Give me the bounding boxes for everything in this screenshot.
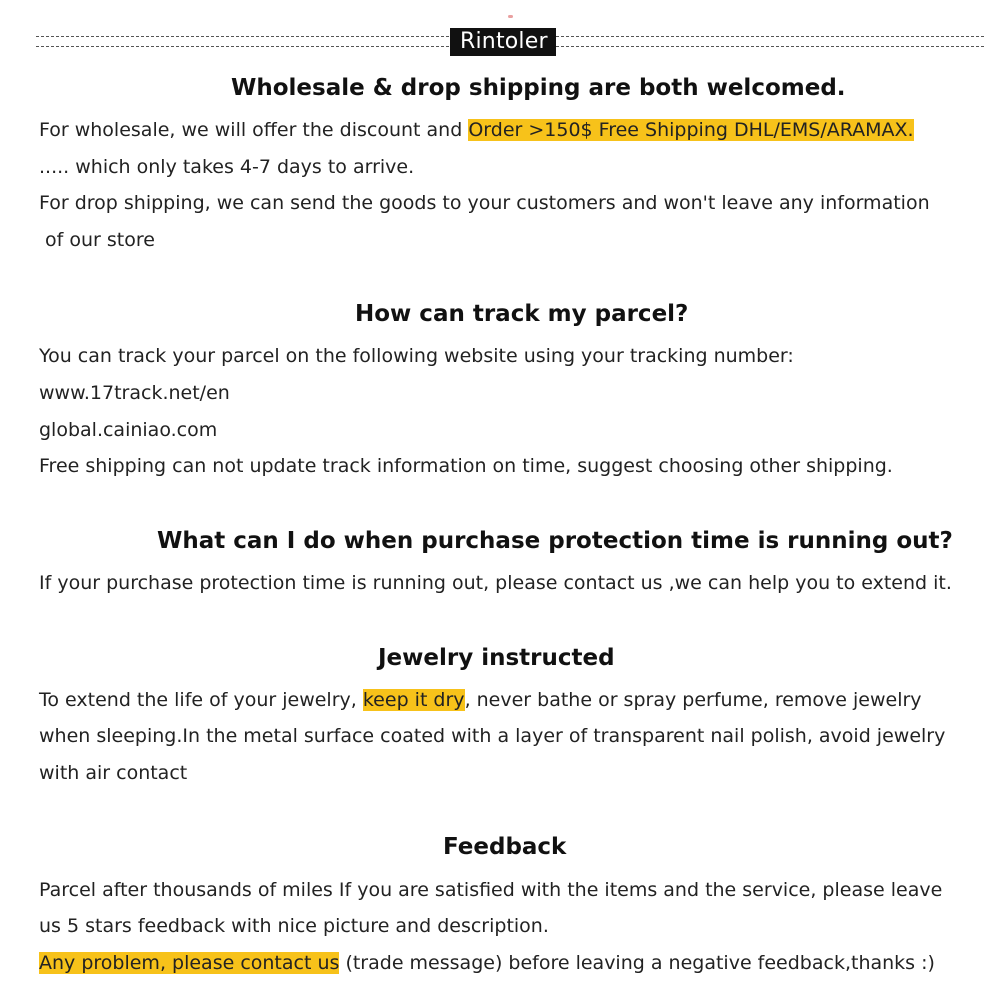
free-shipping-highlight: Order >150$ Free Shipping DHL/EMS/ARAMAX. xyxy=(468,119,914,141)
feedback-line-1: Parcel after thousands of miles If you are satisfied with the items and the service, please leave xyxy=(39,879,943,901)
jewelry-line-2: when sleeping.In the metal surface coated with a layer of transparent nail polish, avoid jewelry xyxy=(39,725,946,747)
wholesale-title: Wholesale & drop shipping are both welcomed. xyxy=(231,75,846,101)
wholesale-line-2: ..... which only takes 4-7 days to arrive. xyxy=(39,156,415,178)
keep-dry-highlight: keep it dry xyxy=(362,689,465,711)
feedback-line-3 xyxy=(39,949,935,977)
tracking-link-17track[interactable]: www.17track.net/en xyxy=(39,382,230,404)
decorative-dot xyxy=(508,15,513,18)
jewelry-text-pre: To extend the life of your jewelry, xyxy=(39,689,363,711)
tracking-link-cainiao[interactable]: global.cainiao.com xyxy=(39,419,218,441)
wholesale-text: For wholesale, we will offer the discount and xyxy=(39,119,469,141)
feedback-title: Feedback xyxy=(443,834,567,860)
tracking-line-1: You can track your parcel on the following website using your tracking number: xyxy=(39,345,794,367)
jewelry-line-1 xyxy=(39,686,922,714)
wholesale-line-1 xyxy=(39,116,914,144)
feedback-text-post: (trade message) before leaving a negative feedback,thanks :) xyxy=(339,952,935,974)
jewelry-text-post: , never bathe or spray perfume, remove jewelry xyxy=(464,689,922,711)
protection-title: What can I do when purchase protection time is running out? xyxy=(157,528,953,554)
wholesale-line-4: of our store xyxy=(45,229,155,251)
wholesale-line-3: For drop shipping, we can send the goods to your customers and won't leave any information xyxy=(39,192,930,214)
jewelry-line-3: with air contact xyxy=(39,762,188,784)
tracking-title: How can track my parcel? xyxy=(355,301,689,327)
brand-label: Rintoler xyxy=(450,28,556,56)
protection-line-1: If your purchase protection time is running out, please contact us ,we can help you to extend it. xyxy=(39,572,952,594)
contact-us-highlight: Any problem, please contact us xyxy=(39,952,340,974)
feedback-line-2: us 5 stars feedback with nice picture and description. xyxy=(39,915,549,937)
tracking-line-4: Free shipping can not update track information on time, suggest choosing other shipping. xyxy=(39,455,893,477)
jewelry-title: Jewelry instructed xyxy=(378,645,615,671)
